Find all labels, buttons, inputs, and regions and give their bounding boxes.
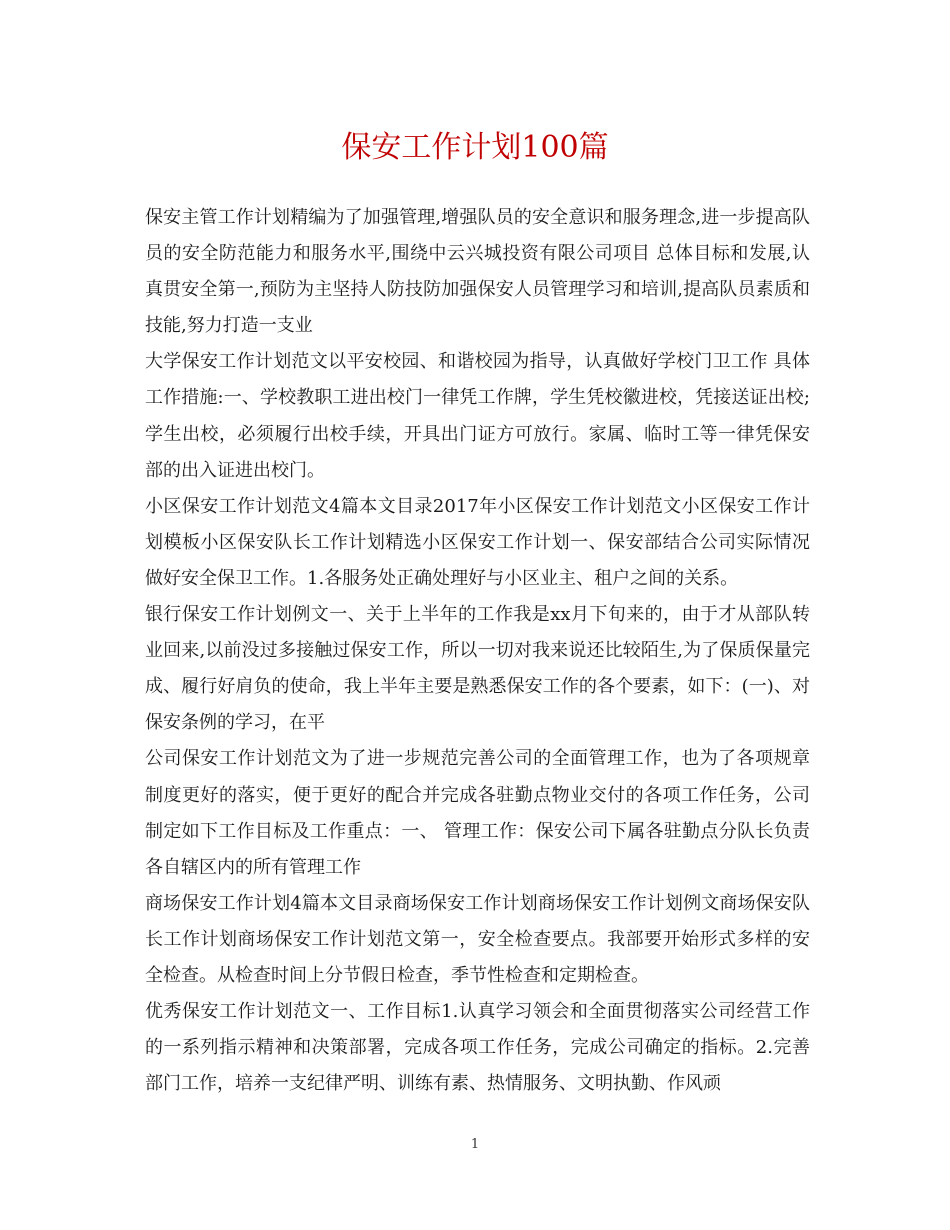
- paragraph-residential-security-plan: 小区保安工作计划范文4篇本文目录2017年小区保安工作计划范文小区保安工作计划模板小区保安队长工作计划精选小区保安工作计划一、保安部结合公司实际情况做好安全保卫工作。1.各服务处正确处理好与小区业主、租户之间的关系。: [145, 495, 810, 589]
- document-title: 保安工作计划100篇: [341, 130, 609, 165]
- paragraph-bank-security-plan: 银行保安工作计划例文一、关于上半年的工作我是xx月下旬来的，由于才从部队转业回来,以前没过多接触过保安工作，所以一切对我来说还比较陌生,为了保质保量完成、履行好肩负的使命，我上半年主要是熟悉保安工作的各个要素，如下：(一)、对保安条例的学习，在平: [145, 604, 810, 734]
- document-body: [145, 200, 810, 1102]
- page-number: 1: [470, 1137, 480, 1152]
- paragraph-mall-security-plan: 商场保安工作计划4篇本文目录商场保安工作计划商场保安工作计划例文商场保安队长工作计划商场保安工作计划范文第一，安全检查要点。我部要开始形式多样的安全检查。从检查时间上分节假日检查，季节性检查和定期检查。: [145, 892, 810, 986]
- paragraph-security-supervisor-plan: 保安主管工作计划精编为了加强管理,增强队员的安全意识和服务理念,进一步提高队员的安全防范能力和服务水平,围绕中云兴城投资有限公司项目 总体目标和发展,认真贯安全第一,预防为主坚持人防技防加强保安人员管理学习和培训,提高队员素质和技能,努力打造一支业: [145, 207, 810, 337]
- paragraph-company-security-plan: 公司保安工作计划范文为了进一步规范完善公司的全面管理工作，也为了各项规章制度更好的落实，便于更好的配合并完成各驻勤点物业交付的各项工作任务，公司制定如下工作目标及工作重点：一、 管理工作：保安公司下属各驻勤点分队长负责各自辖区内的所有管理工作: [145, 748, 810, 878]
- paragraph-university-security-plan: 大学保安工作计划范文以平安校园、和谐校园为指导，认真做好学校门卫工作 具体工作措施:一、学校教职工进出校门一律凭工作牌，学生凭校徽进校，凭接送证出校;学生出校，必须履行出校手续，开具出门证方可放行。家属、临时工等一律凭保安部的出入证进出校门。: [145, 351, 810, 481]
- paragraph-excellent-security-plan: 优秀保安工作计划范文一、工作目标1.认真学习领会和全面贯彻落实公司经营工作的一系列指示精神和决策部署，完成各项工作任务，完成公司确定的指标。2.完善部门工作，培养一支纪律严明、训练有素、热情服务、文明执勤、作风顽: [145, 1001, 810, 1095]
